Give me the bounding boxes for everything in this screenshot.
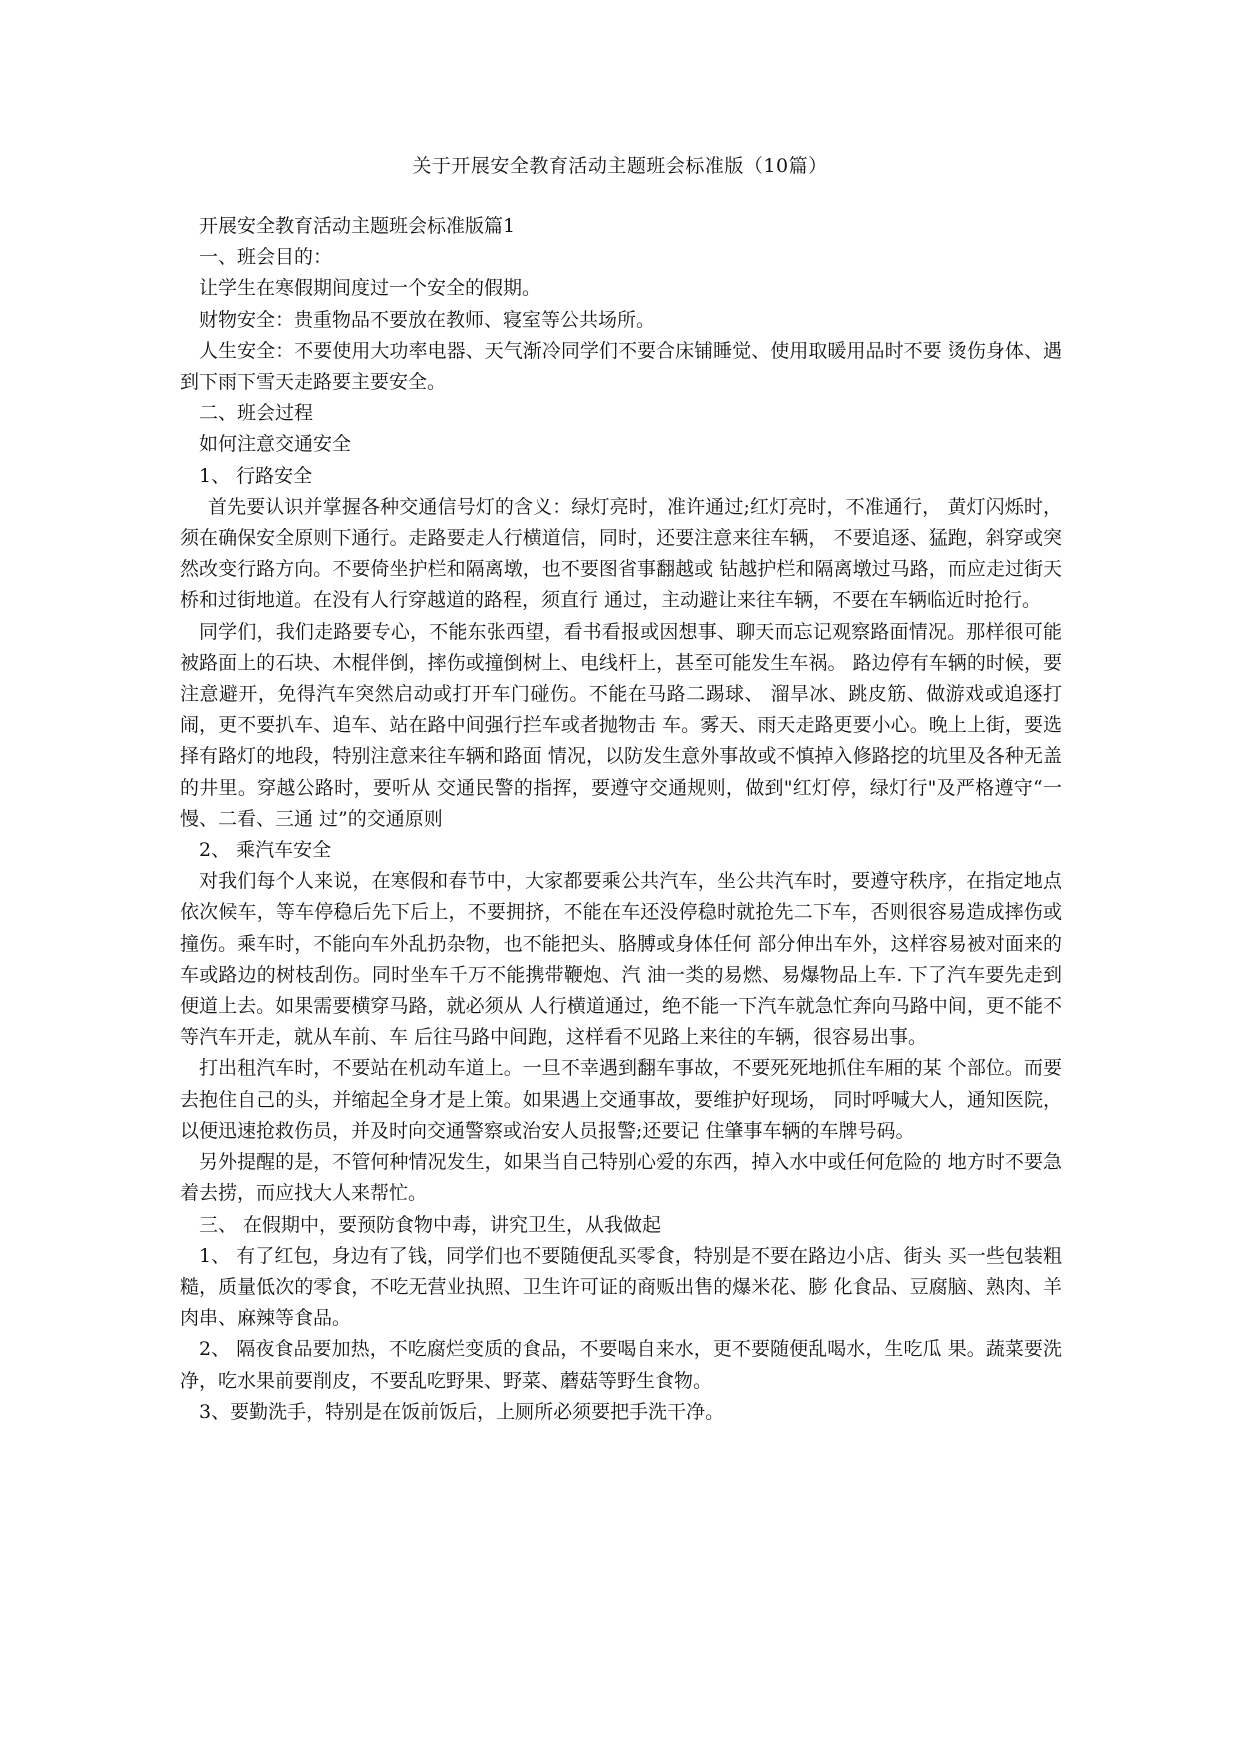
paragraph: 1、 有了红包，身边有了钱，同学们也不要随便乱买零食，特别是不要在路边小店、街头 买一些包装粗糙，质量低次的零食，不吃无营业执照、卫生许可证的商贩出售的爆米花、膨 化食品、豆腐脑、熟肉、羊肉串、麻辣等食品。 <box>180 1244 1062 1330</box>
paragraph: 如何注意交通安全 <box>199 433 352 456</box>
paragraph: 2、 乘汽车安全 <box>199 839 332 862</box>
paragraph: 3、要勤洗手，特别是在饭前饭后，上厕所必须要把手洗干净。 <box>199 1400 725 1423</box>
paragraph: 首先要认识并掌握各种交通信号灯的含义：绿灯亮时，准许通过;红灯亮时，不准通行， 黄灯闪烁时，须在确保安全原则下通行。走路要走人行横道信，同时，还要注意来往车辆， 不要追逐、猛跑，斜穿或突然改变行路方向。不要倚坐护栏和隔离墩，也不要图省事翻越或 钻越护栏和隔离墩过马路，而应走过街天桥和过街地道。在没有人行穿越道的路程，须直行 通过，主动避让来往车辆，不要在车辆临近时抢行。 <box>180 495 1062 612</box>
paragraph: 同学们，我们走路要专心，不能东张西望，看书看报或因想事、聊天而忘记观察路面情况。那样很可能被路面上的石块、木棍伴倒，摔伤或撞倒树上、电线杆上，甚至可能发生车祸。 路边停有车辆的时候，要注意避开，免得汽车突然启动或打开车门碰伤。不能在马路二踢球、 溜旱冰、跳皮筋、做游戏或追逐打闹，更不要扒车、追车、站在路中间强行拦车或者抛物击 车。雾天、雨天走路更要小心。晚上上街，要选择有路灯的地段，特别注意来往车辆和路面 情况，以防发生意外事故或不慎掉入修路挖的坑里及各种无盖的井里。穿越公路时，要听从 交通民警的指挥，要遵守交通规则，做到"红灯停，绿灯行"及严格遵守“一慢、二看、三通 过”的交通原则 <box>180 620 1062 830</box>
paragraph: 财物安全：贵重物品不要放在教师、寝室等公共场所。 <box>199 308 656 331</box>
paragraph: 让学生在寒假期间度过一个安全的假期。 <box>199 277 542 300</box>
paragraph: 对我们每个人来说，在寒假和春节中，大家都要乘公共汽车，坐公共汽车时，要遵守秩序，在指定地点依次候车，等车停稳后先下后上，不要拥挤，不能在车还没停稳时就抢先二下车，否则很容易造成摔伤或撞伤。乘车时，不能向车外乱扔杂物，也不能把头、胳膊或身体任何 部分伸出车外，这样容易被对面来的车或路边的树枝刮伤。同时坐车千万不能携带鞭炮、汽 油一类的易燃、易爆物品上车. 下了汽车要先走到便道上去。如果需要横穿马路，就必须从 人行横道通过，绝不能一下汽车就急忙奔向马路中间，更不能不等汽车开走，就从车前、车 后往马路中间跑，这样看不见路上来往的车辆，很容易出事。 <box>180 870 1062 1049</box>
paragraph: 一、班会目的： <box>199 246 333 269</box>
paragraph: 1、 行路安全 <box>199 464 313 487</box>
document-title: 关于开展安全教育活动主题班会标准版（10篇） <box>412 155 828 177</box>
paragraph: 2、 隔夜食品要加热，不吃腐烂变质的食品，不要喝自来水，更不要随便乱喝水，生吃瓜 果。蔬菜要洗净，吃水果前要削皮，不要乱吃野果、野菜、蘑菇等野生食物。 <box>180 1338 1062 1392</box>
paragraph: 打出租汽车时，不要站在机动车道上。一旦不幸遇到翻车事故，不要死死地抓住车厢的某 个部位。而要去抱住自己的头，并缩起全身才是上策。如果遇上交通事故，要维护好现场， 同时呼喊大人，通知医院，以便迅速抢救伤员，并及时向交通警察或治安人员报警;还要记 住肇事车辆的车牌号码。 <box>180 1057 1062 1142</box>
paragraph: 另外提醒的是，不管何种情况发生，如果当自己特别心爱的东西，掉入水中或任何危险的 地方时不要急着去捞，而应找大人来帮忙。 <box>180 1151 1062 1205</box>
document-body <box>180 211 1062 1428</box>
paragraph: 人生安全：不要使用大功率电器、天气渐冷同学们不要合床铺睡觉、使用取暖用品时不要 烫伤身体、遇到下雨下雪天走路要主要安全。 <box>180 339 1062 394</box>
paragraph: 开展安全教育活动主题班会标准版篇1 <box>199 215 516 237</box>
paragraph: 二、班会过程 <box>199 402 314 425</box>
paragraph: 三、 在假期中，要预防食物中毒，讲究卫生，从我做起 <box>199 1213 662 1236</box>
